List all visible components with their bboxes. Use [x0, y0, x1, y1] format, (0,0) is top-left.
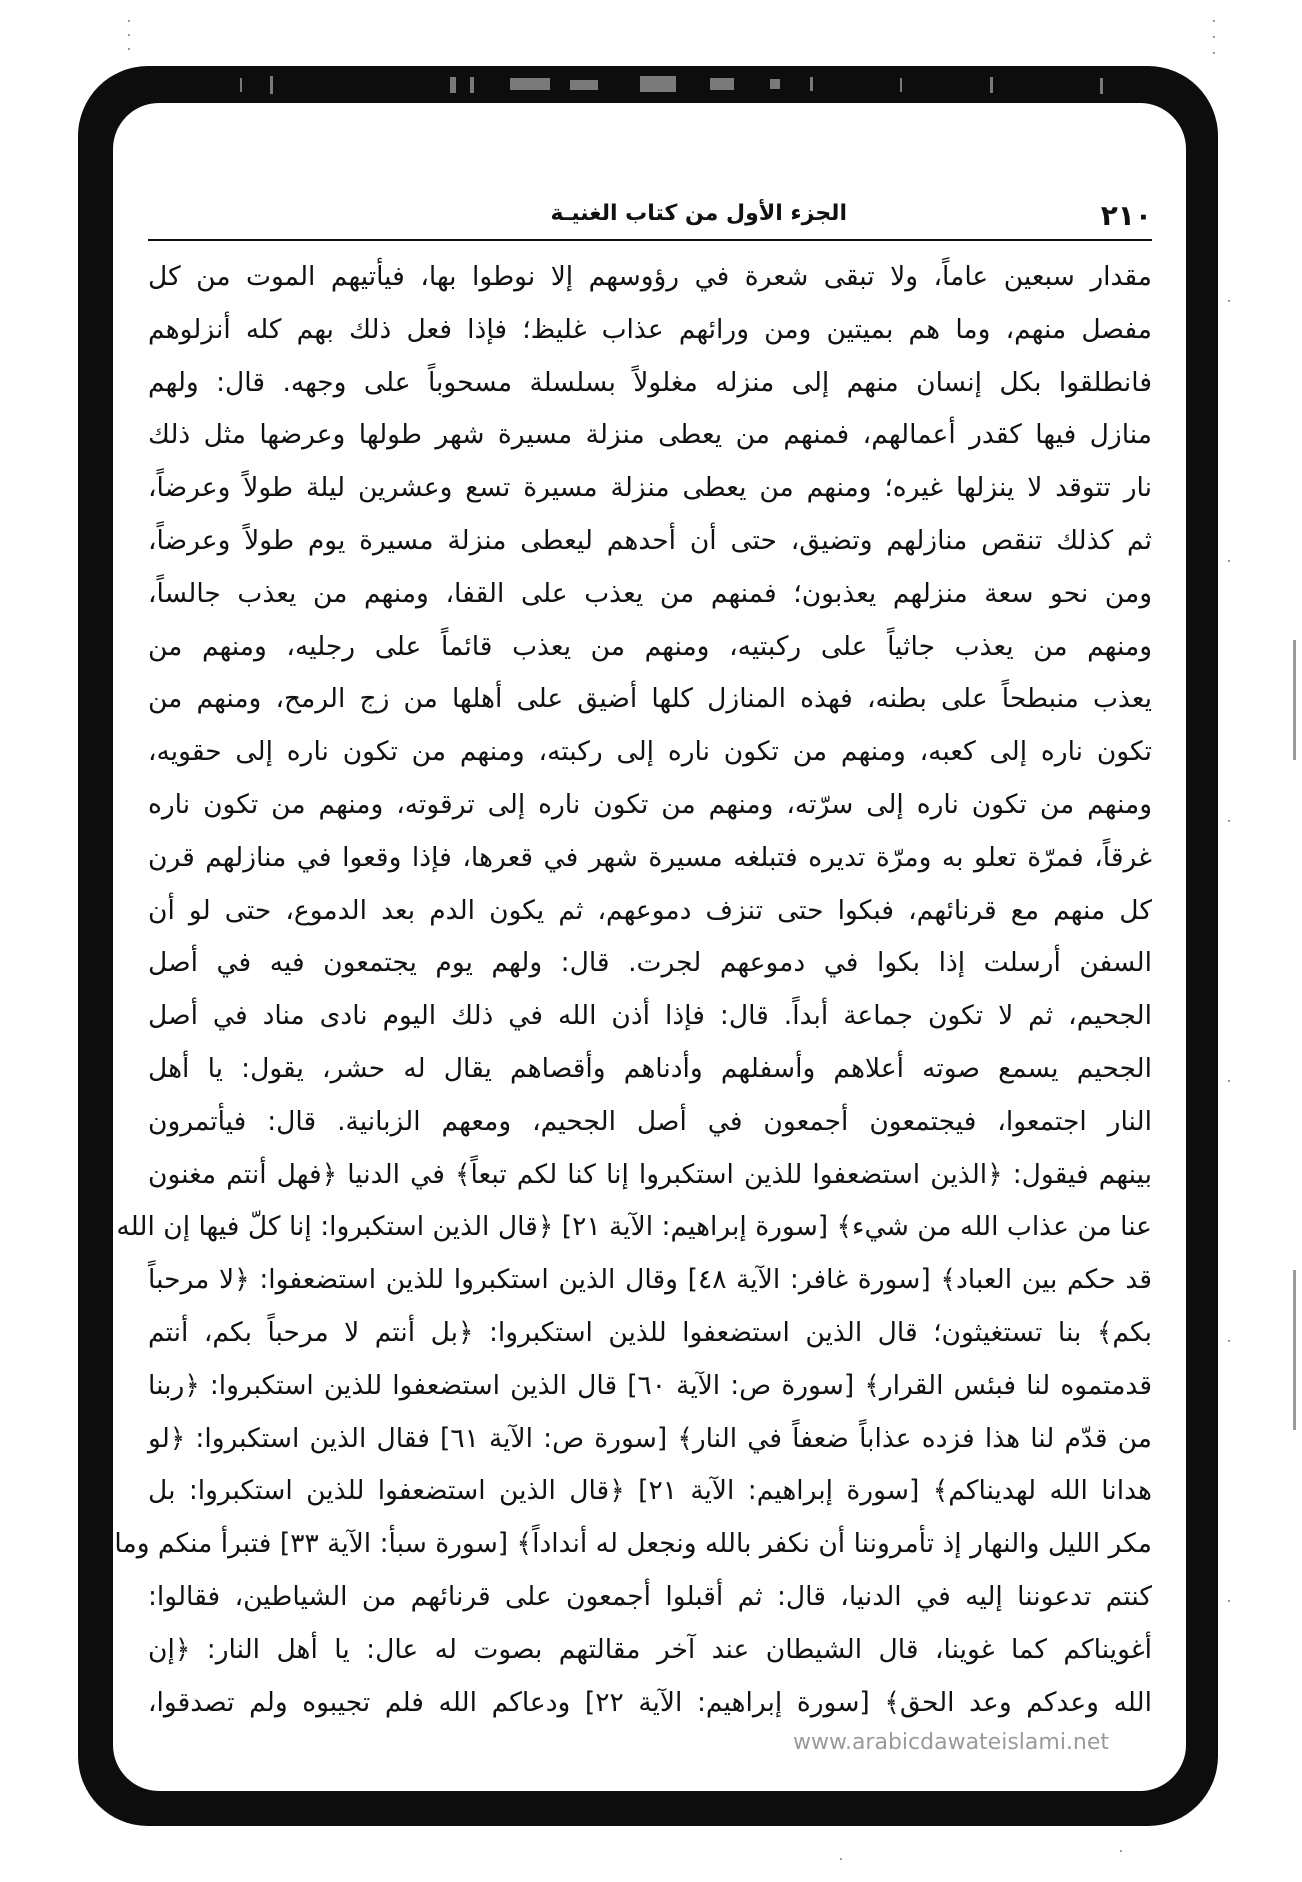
text-line: هدانا الله لهديناكم﴾ [سورة إبراهيم: الآية ٢١] ﴿قال الذين استضعفوا للذين استكبروا: بل	[148, 1475, 1152, 1507]
text-line: ثم كذلك تنقص منازلهم وتضيق، حتى أن أحدهم ليعطى منزلة مسيرة يوم طولاً وعرضاً،	[148, 524, 1152, 556]
text-line: من قدّم لنا هذا فزده عذاباً ضعفاً في النار﴾ [سورة ص: الآية ٦١] فقال الذين استكبروا: ﴿لو	[148, 1422, 1152, 1454]
watermark: www.arabicdawateislami.net	[793, 1730, 1110, 1755]
text-line: ومن نحو سعة منزلهم يعذبون؛ فمنهم من يعذب على القفا، ومنهم من يعذب جالساً،	[148, 577, 1152, 609]
text-line: بكم﴾ بنا تستغيثون؛ قال الذين استضعفوا للذين استكبروا: ﴿بل أنتم لا مرحباً بكم، أنتم	[148, 1316, 1152, 1348]
text-line: أغويناكم كما غوينا، قال الشيطان عند آخر مقالتهم بصوت له عال: يا أهل النار: ﴿إن	[148, 1633, 1152, 1665]
text-line: الله وعدكم وعد الحق﴾ [سورة إبراهيم: الآية ٢٢] ودعاكم الله فلم تجيبوه ولم تصدقوا،	[148, 1686, 1152, 1718]
text-line: مقدار سبعين عاماً، ولا تبقى شعرة في رؤوسهم إلا نوطوا بها، فيأتيهم الموت من كل	[148, 261, 1152, 292]
scan-noise	[210, 72, 1110, 100]
text-line: مكر الليل والنهار إذ تأمروننا أن نكفر بالله ونجعل له أنداداً﴾ [سورة سبأ: الآية ٣٣] فتبرأ منكم وما	[114, 1528, 1152, 1560]
text-line: مفصل منهم، وما هم بميتين ومن ورائهم عذاب غليظ؛ فإذا فعل ذلك بهم كله أنزلوهم	[148, 313, 1152, 345]
page-number: ٢١٠	[1100, 199, 1152, 232]
text-line: يعذب منبطحاً على بطنه، فهذه المنازل كلها أضيق على أهلها من زج الرمح، ومنهم من	[148, 683, 1152, 715]
text-line: كل منهم مع قرنائهم، فبكوا حتى تنزف دموعهم، ثم يكون الدم بعد الدموع، حتى لو أن	[148, 894, 1152, 926]
text-line: بينهم فيقول: ﴿الذين استضعفوا للذين استكبروا إنا كنا لكم تبعاً﴾ في الدنيا ﴿فهل أنتم مغنون	[148, 1158, 1152, 1190]
header-rule	[148, 239, 1152, 241]
text-line: ومنهم من تكون ناره إلى سرّته، ومنهم من تكون ناره إلى ترقوته، ومنهم من تكون ناره	[148, 788, 1152, 820]
text-line: نار تتوقد لا ينزلها غيره؛ ومنهم من يعطى منزلة مسيرة تسع وعشرين ليلة طولاً وعرضاً،	[148, 472, 1152, 504]
text-line: الجحيم، ثم لا تكون جماعة أبداً. قال: فإذا أذن الله في ذلك اليوم نادى مناد في أصل	[148, 1000, 1152, 1032]
text-line: النار اجتمعوا، فيجتمعون أجمعون في أصل الجحيم، ومعهم الزبانية. قال: فيأتمرون	[148, 1105, 1152, 1137]
text-line: كنتم تدعوننا إليه في الدنيا، قال: ثم أقبلوا أجمعون على قرنائهم من الشياطين، فقالوا:	[148, 1580, 1152, 1612]
text-line: تكون ناره إلى كعبه، ومنهم من تكون ناره إلى ركبته، ومنهم من تكون ناره إلى حقويه،	[148, 736, 1152, 768]
text-line: غرقاً، فمرّة تعلو به ومرّة تديره فتبلغه مسيرة شهر في قعرها، فإذا وقعوا في منازلهم قرن	[148, 841, 1152, 873]
text-line: ومنهم من يعذب جاثياً على ركبتيه، ومنهم من يعذب قائماً على رجليه، ومنهم من	[148, 630, 1152, 662]
body-text	[114, 251, 1152, 1729]
text-line: قدمتموه لنا فبئس القرار﴾ [سورة ص: الآية ٦٠] قال الذين استضعفوا للذين استكبروا: ﴿ربنا	[148, 1369, 1152, 1401]
running-header	[148, 197, 1152, 241]
text-line: فانطلقوا بكل إنسان منهم إلى منزله مغلولاً بسلسلة مسحوباً على وجهه. قال: ولهم	[148, 366, 1152, 398]
running-title: الجزء الأول من كتاب الغنيـة	[550, 201, 847, 226]
text-line: قد حكم بين العباد﴾ [سورة غافر: الآية ٤٨] وقال الذين استكبروا للذين استضعفوا: ﴿لا مرحباً	[148, 1264, 1152, 1296]
text-line: السفن أرسلت إذا بكوا في دموعهم لجرت. قال: ولهم يوم يجتمعون فيه في أصل	[148, 947, 1152, 979]
text-line: منازل فيها كقدر أعمالهم، فمنهم من يعطى منزلة مسيرة شهر طولها وعرضها مثل ذلك	[148, 419, 1152, 451]
text-line: الجحيم يسمع صوته أعلاهم وأسفلهم وأدناهم وأقصاهم يقال له حشر، يقول: يا أهل	[148, 1052, 1152, 1084]
text-line: عنا من عذاب الله من شيء﴾ [سورة إبراهيم: الآية ٢١] ﴿قال الذين استكبروا: إنا كلّ فيها إن الله	[116, 1211, 1152, 1243]
